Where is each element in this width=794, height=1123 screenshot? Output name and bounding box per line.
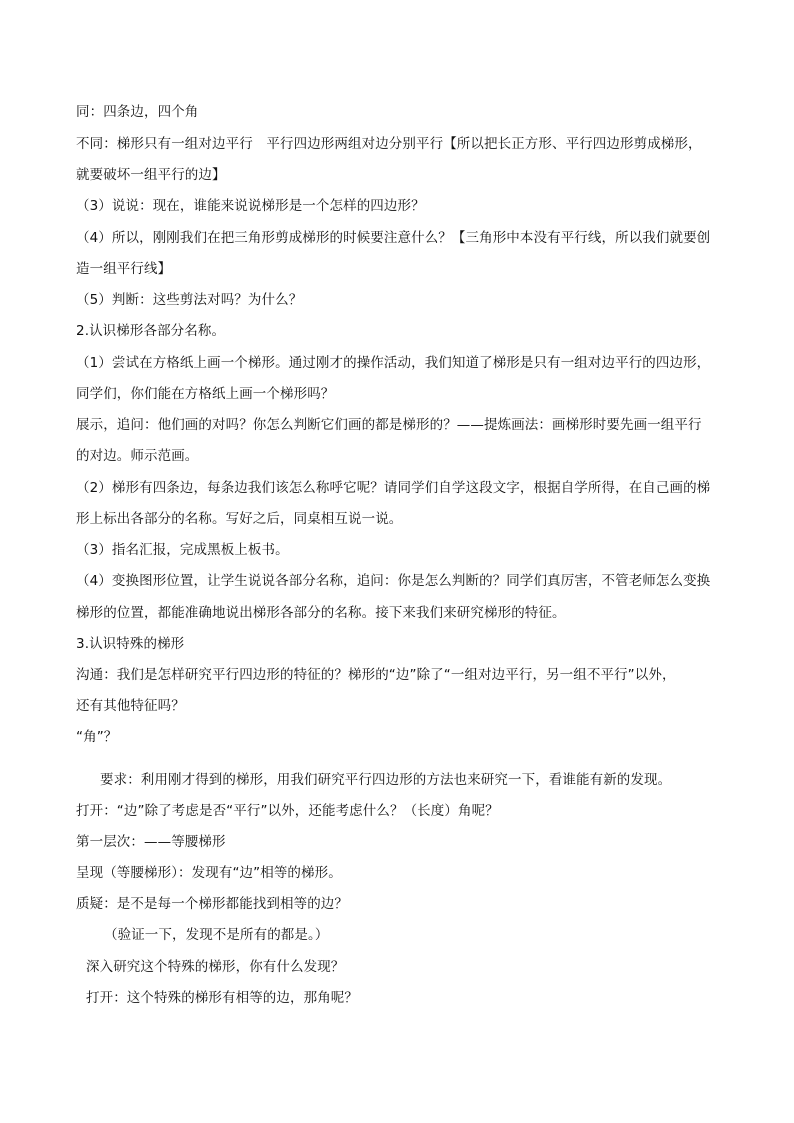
section-heading: 2.认识梯形各部分名称。 [76, 323, 226, 339]
text-line: （4）变换图形位置，让学生说说各部分名称，追问：你是怎么判断的？同学们真厉害，不管老师怎么变换 [76, 573, 711, 589]
text-line: （4）所以，刚刚我们在把三角形剪成梯形的时候要注意什么？【三角形中本没有平行线，所以我们就要创 [76, 230, 711, 246]
text-line: 呈现（等腰梯形）：发现有“边”相等的梯形。 [76, 865, 342, 881]
text-line: 造一组平行线】 [76, 261, 172, 277]
text-line: 的对边。师示范画。 [76, 448, 199, 464]
text-line: 就要破坏一组平行的边】 [76, 167, 226, 183]
section-heading: 3.认识特殊的梯形 [76, 636, 185, 652]
text-line: 打开：这个特殊的梯形有相等的边，那角呢？ [86, 990, 358, 1006]
text-line: 同：四条边，四个角 [76, 104, 199, 120]
text-line: （验证一下，发现不是所有的都是。） [104, 927, 329, 943]
text-line: “角”？ [76, 729, 118, 745]
text-line: 还有其他特征吗？ [76, 698, 185, 714]
text-line: 不同：梯形只有一组对边平行 平行四边形两组对边分别平行【所以把长正方形、平行四边形剪成梯形， [76, 136, 702, 152]
text-line: 打开：“边”除了考虑是否“平行”以外，还能考虑什么？（长度）角呢？ [76, 803, 499, 819]
text-line: 同学们，你们能在方格纸上画一个梯形吗？ [76, 386, 335, 402]
text-line: （2）梯形有四条边，每条边我们该怎么称呼它呢？请同学们自学这段文字，根据自学所得，在自己画的梯 [76, 480, 711, 496]
text-line: 质疑：是不是每一个梯形都能找到相等的边？ [76, 896, 348, 912]
text-line: 深入研究这个特殊的梯形，你有什么发现？ [86, 959, 345, 975]
text-line: 梯形的位置，都能准确地说出梯形各部分的名称。接下来我们来研究梯形的特征。 [76, 605, 566, 621]
text-line: （1）尝试在方格纸上画一个梯形。通过刚才的操作活动，我们知道了梯形是只有一组对边平行的四边形， [76, 355, 711, 371]
text-line: 沟通：我们是怎样研究平行四边形的特征的？梯形的“边”除了“一组对边平行，另一组不平行”以外， [76, 667, 676, 683]
text-line: （3）说说：现在，谁能来说说梯形是一个怎样的四边形？ [76, 198, 425, 214]
text-line: 第一层次：——等腰梯形 [76, 834, 226, 850]
text-line: （5）判断：这些剪法对吗？为什么？ [76, 292, 303, 308]
text-line: 展示，追问：他们画的对吗？你怎么判断它们画的都是梯形的？——提炼画法：画梯形时要先画一组平行 [76, 417, 702, 433]
text-line: （3）指名汇报，完成黑板上板书。 [76, 542, 289, 558]
text-line: 形上标出各部分的名称。写好之后，同桌相互说一说。 [76, 511, 403, 527]
text-line: 要求：利用刚才得到的梯形，用我们研究平行四边形的方法也来研究一下，看谁能有新的发现。 [100, 772, 672, 788]
